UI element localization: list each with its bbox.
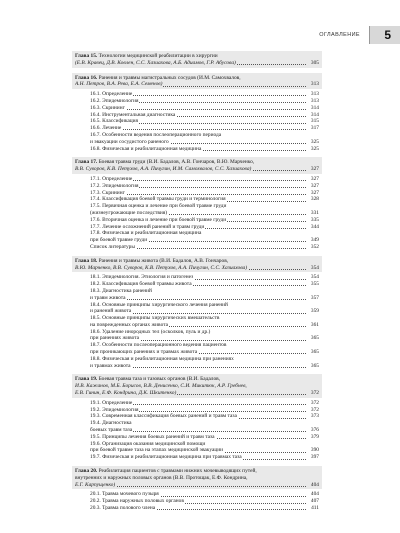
entry-title: 19.1. Определение [90, 399, 133, 406]
chapter-title: Ранения и травмы живота (В.И. Бадалов, А.В. Гончаров, [97, 257, 229, 264]
chapter-label: Глава 20. [75, 468, 98, 475]
entry-title: 16.6. Лечение [90, 125, 122, 132]
toc-entry [90, 434, 319, 441]
entry-title: 20.2. Травма наружных половых органов [90, 498, 184, 505]
page-ref: 313 [310, 97, 319, 104]
toc-entry [90, 118, 319, 125]
toc-entry [90, 203, 319, 210]
page-ref: 376 [310, 427, 319, 434]
chapter-title: В.В. Суворов, К.В. Петухов, А.А. Пичугин, И.М. Самохвалов, С.С. Хазиахова) [75, 166, 252, 173]
page-ref: 325 [310, 138, 319, 145]
chapter-title: А.Н. Петров, В.А. Рева, Е.А. Семенов) [75, 81, 163, 88]
chapter-label: Глава 16. [75, 74, 98, 81]
entry-title: 19.7. Физическая и реабилитационная медицина при травмах таза [90, 454, 242, 461]
page-number: 5 [384, 28, 391, 42]
entry-title: 18.7. Особенности послеоперационного ведения пациентов [90, 342, 227, 349]
toc-entry [90, 315, 319, 322]
toc-entry [90, 274, 319, 281]
toc-entry [90, 230, 319, 237]
toc-entry [90, 132, 319, 139]
page-ref: 372 [310, 390, 319, 397]
toc-entry [90, 196, 319, 203]
toc-entry [90, 190, 319, 197]
entry-title: боевых травм таза [90, 427, 133, 434]
chapter-heading-line [75, 60, 319, 67]
entry-title: 19.3. Современная классификация боевых ранений и травм таза [90, 413, 237, 420]
chapter-title: Ранения и травмы магистральных сосудов (И.М. Самохвалов, [97, 74, 241, 81]
chapter-heading-line [75, 390, 319, 397]
page-header [0, 26, 400, 46]
page-ref: 314 [310, 104, 319, 111]
page-ref: 411 [311, 505, 319, 512]
toc-entry [90, 363, 319, 370]
entry-title: при ранениях живота [90, 335, 140, 342]
toc-entry [90, 349, 319, 356]
page-ref: 335 [310, 216, 319, 223]
page-ref: 361 [310, 321, 319, 328]
chapter-heading-line [75, 75, 319, 82]
page-ref: 397 [310, 454, 319, 461]
toc-entry [90, 98, 319, 105]
entry-title: 19.6. Организация оказания медицинской помощи [90, 440, 206, 447]
toc-entry [90, 413, 319, 420]
chapter-label: Глава 15. [75, 53, 98, 59]
toc-entry [90, 322, 319, 329]
toc-entry [90, 454, 319, 461]
page-ref: 365 [310, 349, 319, 356]
chapter-heading [72, 256, 322, 273]
entry-title: на поврежденных органах живота [90, 321, 169, 328]
chapter-heading-line [75, 53, 319, 60]
toc-entry [90, 183, 319, 190]
chapter-heading-line [75, 475, 319, 482]
page-ref: 404 [310, 491, 319, 498]
chapter-heading-line [75, 258, 319, 265]
entry-title: 16.7. Особенности ведения послеоперационного периода [90, 131, 222, 138]
page-ref: 359 [310, 308, 319, 315]
page-ref: 331 [310, 209, 319, 216]
toc-entry [90, 146, 319, 153]
chapter-title: Е.В. Гинин, Е.Ф. Кондрина, Д.К. Шкитенко) [75, 390, 177, 397]
page-ref: 313 [310, 91, 319, 98]
chapter-title: (Е.В. Кравец, Д.В. Ковлен, С.С. Хазиахова, А.Б. Адиамов, Г.Р. Абусова) [75, 59, 236, 66]
chapter-title: Е.Г. Карпущенко) [75, 481, 116, 488]
page-number-tab [369, 26, 400, 44]
table-of-contents [72, 51, 322, 512]
chapter-label: Глава 17. [75, 159, 98, 166]
toc-entry [90, 342, 319, 349]
toc-entry [90, 302, 319, 309]
toc-entry [90, 237, 319, 244]
entry-title: 16.1. Определение [90, 91, 133, 98]
entry-title: и травм живота [90, 294, 126, 301]
toc-entry [90, 400, 319, 407]
page-ref: 327 [310, 189, 319, 196]
chapter-title: Боевая травма груди (В.И. Бадалов, А.В. Гончаров, В.Ю. Марченко, [97, 159, 255, 166]
toc-entry [90, 176, 319, 183]
chapter-heading [72, 374, 322, 397]
page-ref: 372 [310, 406, 319, 413]
page-ref: 327 [310, 182, 319, 189]
page-ref: 314 [310, 111, 319, 118]
page-ref: 357 [310, 294, 319, 301]
entry-title: 17.6. Вторичная оценка и лечение при боевой травме груди [90, 216, 227, 223]
entry-title: и ранений живота [90, 308, 132, 315]
chapter-heading-line [75, 376, 319, 383]
chapter-title: Реабилитация пациентов с травмами нижних мочевыводящих путей, [97, 468, 257, 475]
chapter-label: Глава 18. [75, 257, 98, 264]
toc-entry [90, 105, 319, 112]
toc-entry [90, 210, 319, 217]
chapter-title: И.В. Кажанов, М.Б. Борисов, В.В. Денисенко, С.И. Микитюк, А.Р. Гребнев, [75, 383, 247, 390]
entry-title: 17.5. Первичная оценка и лечение при боевой травме груди [90, 203, 227, 210]
entry-title: 17.3. Скрининг [90, 189, 125, 196]
toc-entry [90, 91, 319, 98]
entry-title: (жизнеугрожающие последствия) [90, 209, 168, 216]
entry-title: 16.2. Эпидемиология [90, 97, 139, 104]
toc-entry [90, 329, 319, 336]
page-ref: 404 [310, 481, 319, 488]
chapter-entries [72, 400, 322, 461]
toc-entry [90, 356, 319, 363]
chapter-heading [72, 73, 322, 90]
toc-entry [90, 308, 319, 315]
page-ref: 349 [310, 237, 319, 244]
toc-entry [90, 505, 319, 512]
chapter-entries [72, 91, 322, 152]
toc-entry [90, 281, 319, 288]
page-ref: 327 [310, 175, 319, 182]
entry-title: 18.8. Физическая и реабилитационная медицина при ранениях [90, 355, 234, 362]
chapter-heading [72, 157, 322, 174]
page-ref: 390 [310, 447, 319, 454]
toc-entry [90, 295, 319, 302]
entry-title: 16.4. Инструментальная диагностика [90, 111, 176, 118]
entry-title: при проникающих ранениях и травмах живота [90, 349, 198, 356]
page-ref: 328 [310, 196, 319, 203]
page-ref: 372 [310, 399, 319, 406]
chapter-entries [72, 176, 322, 251]
page-ref: 325 [310, 145, 319, 152]
page-ref: 354 [310, 264, 319, 271]
entry-title: 17.2. Эпидемиология [90, 182, 139, 189]
chapter-heading-line [75, 81, 319, 88]
page-ref: 317 [310, 125, 319, 132]
page-ref: 365 [310, 335, 319, 342]
entry-title: и эвакуации сосудистого раненого [90, 138, 169, 145]
entry-title: 19.4. Диагностика [90, 420, 132, 427]
toc-entry [90, 441, 319, 448]
page-ref: 355 [310, 281, 319, 288]
page-ref: 379 [310, 433, 319, 440]
chapter-heading-line [75, 468, 319, 475]
page-ref: 327 [310, 166, 319, 173]
page-ref: 315 [310, 118, 319, 125]
toc-entry [90, 224, 319, 231]
entry-title: 17.4. Классификация боевой травмы груди и терминология [90, 196, 226, 203]
chapter-title: В.Ю. Марченко, В.В. Суворов, К.В. Петухов, А.А. Пичугин, С.С. Хазиахова) [75, 264, 247, 271]
chapter-heading-line [75, 159, 319, 166]
page-ref: 373 [310, 413, 319, 420]
toc-entry [90, 112, 319, 119]
entry-title: 18.1. Эпидемиология. Этиология и патогенез [90, 274, 194, 281]
page-ref: 352 [310, 243, 319, 250]
entry-title: 17.8. Физическая и реабилитационная медицина [90, 230, 202, 237]
entry-title: 18.3. Диагностика ранений [90, 287, 152, 294]
entry-title: 18.6. Удаление инородных тел (осколков, пуль и др.) [90, 328, 211, 335]
entry-title: 19.2. Эпидемиология [90, 406, 139, 413]
chapter-heading-line [75, 482, 319, 489]
chapter-heading-line [75, 265, 319, 272]
page-ref: 344 [310, 223, 319, 230]
page-ref: 313 [310, 81, 319, 88]
chapter-entries [72, 274, 322, 369]
entry-title: Список литературы [90, 243, 135, 250]
toc-entry [90, 217, 319, 224]
toc-entry [90, 491, 319, 498]
entry-title: 18.2. Классификация боевой травмы живота [90, 281, 192, 288]
entry-title: 16.8. Физическая и реабилитационная медицина [90, 145, 202, 152]
entry-title: 19.5. Принципы лечения боевых ранений и травм таза [90, 433, 215, 440]
toc-entry [90, 125, 319, 132]
chapter-heading [72, 51, 322, 68]
chapter-title: внутренних и наружных половых органов (В.В. Протощак, Е.Ф. Кондрина, [75, 474, 248, 481]
toc-entry [90, 335, 319, 342]
toc-entry [90, 498, 319, 505]
entry-title: при боевой травме груди [90, 237, 148, 244]
running-title: ОГЛАВЛЕНИЕ [319, 32, 360, 38]
entry-title: 16.5. Классификация [90, 118, 139, 125]
toc-entry [90, 427, 319, 434]
chapter-heading-line [75, 383, 319, 390]
page-ref: 407 [310, 498, 319, 505]
chapter-entries [72, 491, 322, 511]
entry-title: 18.4. Основные принципы хирургического лечения ранений [90, 301, 228, 308]
entry-title: при боевой травме таза на этапах медицинской эвакуации [90, 447, 224, 454]
entry-title: 18.5. Основные принципы хирургических вмешательств [90, 315, 220, 322]
toc-entry [90, 420, 319, 427]
chapter-title: Технологии медицинской реабилитации в хирургии [97, 53, 218, 59]
toc-entry [90, 139, 319, 146]
toc-entry [90, 244, 319, 251]
entry-title: 17.1. Определение [90, 175, 133, 182]
entry-title: 20.1. Травма мочевого пузыря [90, 491, 159, 498]
page-ref: 354 [310, 274, 319, 281]
chapter-heading-line [75, 166, 319, 173]
toc-entry [90, 407, 319, 414]
chapter-title: Боевая травма таза и тазовых органов (В.И. Бадалов, [97, 376, 221, 383]
toc-entry [90, 447, 319, 454]
toc-entry [90, 288, 319, 295]
entry-title: и травмах живота [90, 362, 131, 369]
entry-title: 16.3. Скрининг [90, 104, 125, 111]
page-ref: 365 [310, 362, 319, 369]
entry-title: 20.3. Травма полового члена [90, 505, 156, 512]
page-ref: 305 [310, 59, 319, 66]
chapter-heading [72, 466, 322, 489]
chapter-label: Глава 19. [75, 376, 98, 383]
entry-title: 17.7. Лечение осложнений ранений и травм груди [90, 223, 205, 230]
